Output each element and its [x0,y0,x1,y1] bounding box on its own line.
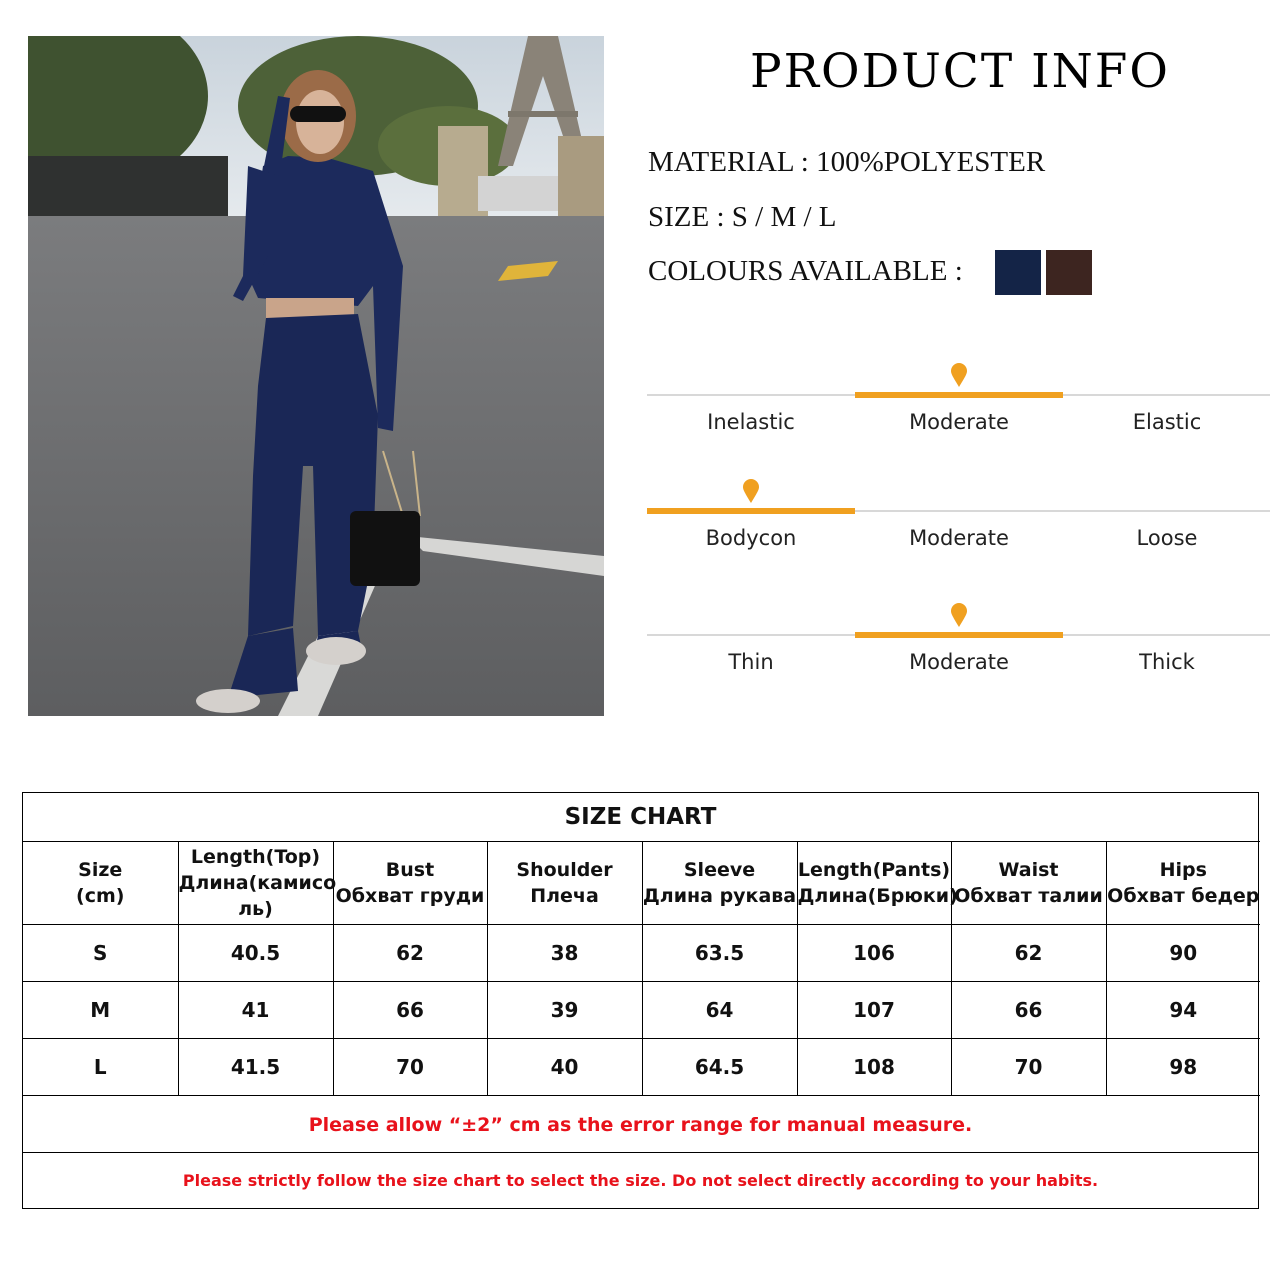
table-cell: 39 [487,982,642,1039]
size-chart-header-row [23,842,1260,925]
stretch-scale [647,362,1270,432]
column-header: Sleeve Длина рукава [642,842,797,925]
scale-label: Thin [728,650,774,674]
colour-swatch-brown[interactable] [1046,250,1092,295]
table-cell: 106 [797,925,951,982]
table-cell: 66 [333,982,487,1039]
column-header: Size (cm) [23,842,178,925]
table-cell: 64 [642,982,797,1039]
scale-label: Elastic [1132,410,1202,434]
table-cell: 41.5 [178,1039,333,1096]
table-cell: 41 [178,982,333,1039]
colours-label: COLOURS AVAILABLE : [648,255,963,287]
column-header: Length(Pants) Длина(Брюки) [797,842,951,925]
scale-highlight [855,632,1063,638]
size-chart [22,792,1259,1209]
table-cell: 94 [1106,982,1260,1039]
table-cell: 64.5 [642,1039,797,1096]
location-pin-icon [949,362,969,388]
column-header: Shoulder Плеча [487,842,642,925]
product-info-title: PRODUCT INFO [750,44,1170,99]
table-cell: 70 [333,1039,487,1096]
column-header: Bust Обхват груди [333,842,487,925]
table-cell: 63.5 [642,925,797,982]
scale-label: Bodycon [705,526,797,550]
size-chart-title: SIZE CHART [564,804,717,830]
size-chart-body [23,925,1260,1096]
scale-label: Moderate [909,650,1009,674]
table-cell: M [23,982,178,1039]
column-header: Waist Обхват талии [951,842,1106,925]
table-cell: 66 [951,982,1106,1039]
column-header: Length(Top) Длина(камисо ль) [178,842,333,925]
size-text: SIZE : S / M / L [648,201,837,233]
scale-label: Loose [1136,526,1198,550]
table-cell: 108 [797,1039,951,1096]
material-text: MATERIAL : 100%POLYESTER [648,146,1046,178]
scale-highlight [855,392,1063,398]
measure-error-note: Please allow “±2” cm as the error range for manual measure. [23,1095,1258,1153]
table-cell: 40.5 [178,925,333,982]
table-cell: 62 [951,925,1106,982]
table-cell: 107 [797,982,951,1039]
fit-scale [647,478,1270,548]
location-pin-icon [741,478,761,504]
table-cell: 90 [1106,925,1260,982]
table-cell: 70 [951,1039,1106,1096]
table-cell: 40 [487,1039,642,1096]
scale-highlight [647,508,855,514]
table-cell: 62 [333,925,487,982]
size-selection-note: Please strictly follow the size chart to select the size. Do not select directly according to your habits. [182,1171,1099,1190]
scale-label: Moderate [909,526,1009,550]
table-cell: L [23,1039,178,1096]
table-row [23,1039,1260,1096]
table-row [23,982,1260,1039]
table-cell: 98 [1106,1039,1260,1096]
colour-swatch-navy[interactable] [995,250,1041,295]
scale-label: Inelastic [707,410,795,434]
location-pin-icon [949,602,969,628]
scale-label: Thick [1139,650,1195,674]
table-row [23,925,1260,982]
thickness-scale [647,602,1270,672]
column-header: Hips Обхват бедер [1106,842,1260,925]
scale-label: Moderate [909,410,1009,434]
table-cell: 38 [487,925,642,982]
table-cell: S [23,925,178,982]
product-photo [28,36,604,716]
size-chart-table [23,841,1260,1096]
model-photo-illustration [28,36,604,716]
